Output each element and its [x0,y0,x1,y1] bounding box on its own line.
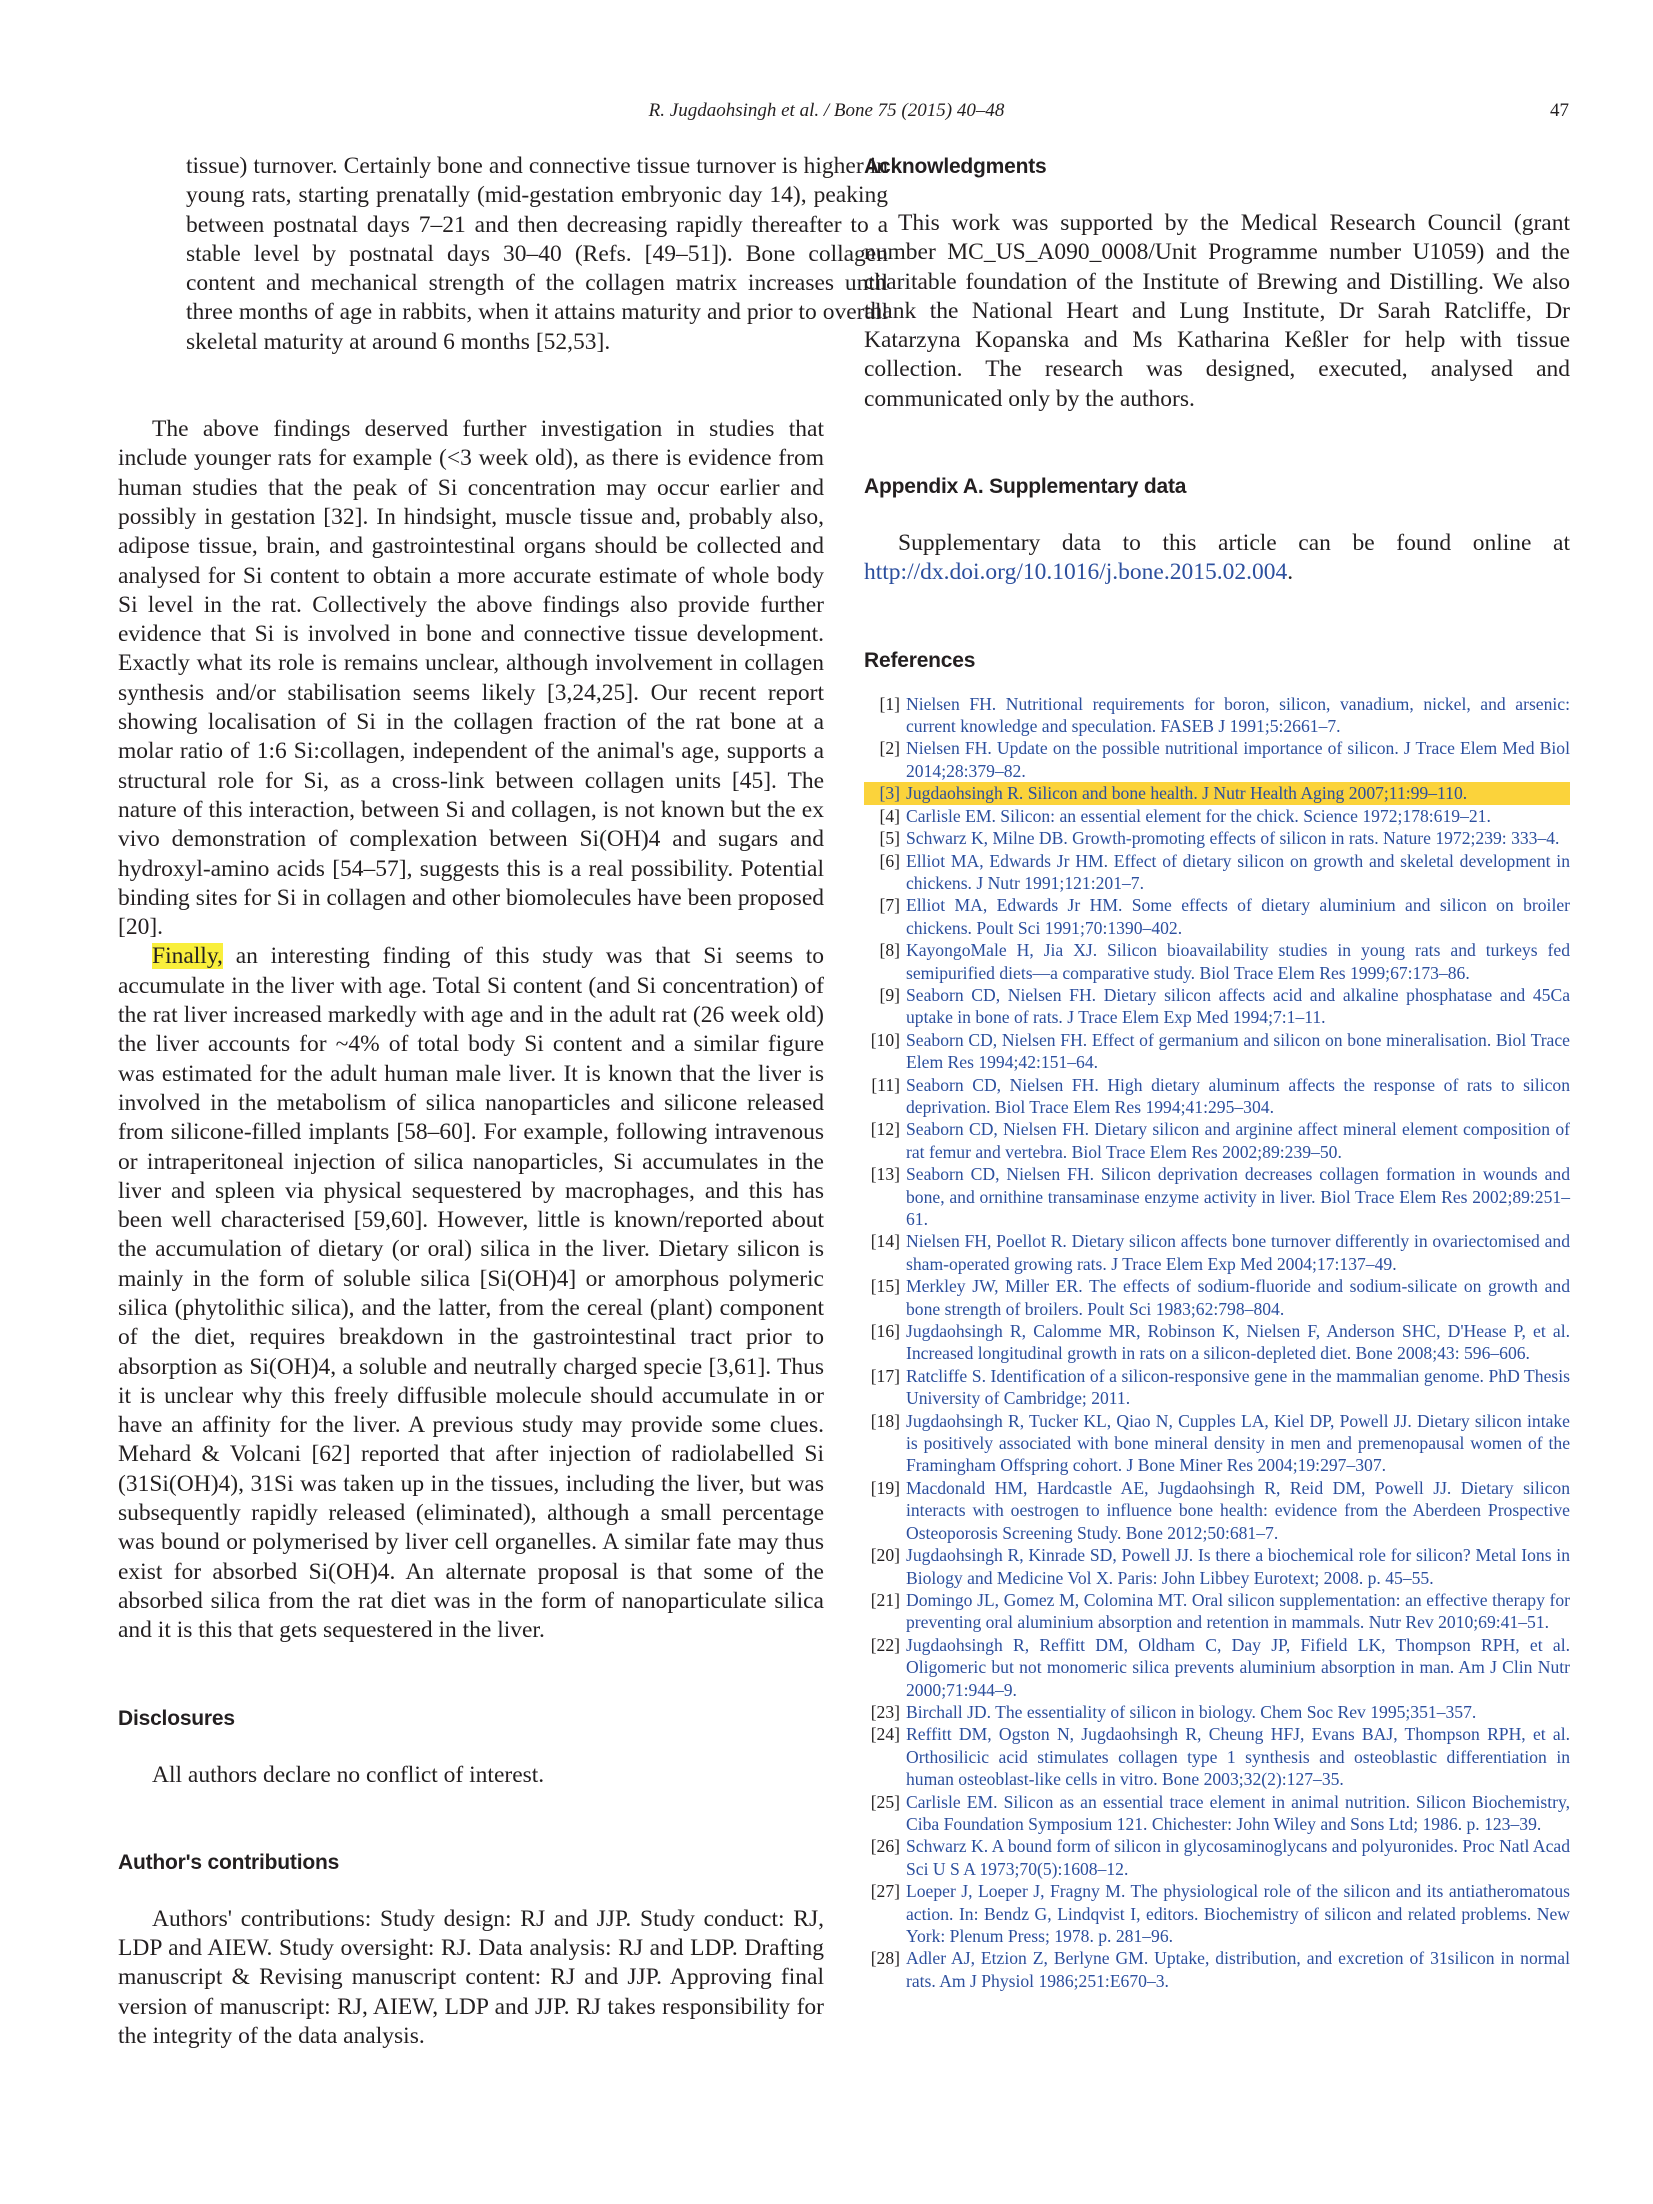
paragraph-liver-text: an interesting finding of this study was that Si seems to accumulate in the liver with age. Total Si content (and Si concentration) of the rat liver increased markedly with age and in the adult rat (26 week old) the liver accounts for ~4% of total body Si content and a similar figure was estimated for the adult human male liver. It is known that the liver is involved in the metabolism of silica nanoparticles and silicone released from silicone-filled implants [58–60]. For example, following intravenous or intraperitoneal injection of silica nanoparticles, Si accumulates in the liver and spleen via physical sequestered by macrophages, and this has been well characterised [59,60]. However, little is known/reported about the accumulation of dietary (or oral) silica in the liver. Dietary silicon is mainly in the form of soluble silica [Si(OH)4] or amorphous polymeric silica (phytolithic silica), and the latter, from the cereal (plant) component of the diet, requires breakdown in the gastrointestinal tract prior to absorption as Si(OH)4, a soluble and neutrally charged specie [3,61]. Thus it is unclear why this freely diffusible molecule should accumulate in or have an affinity for the liver. A previous study may provide some clues. Mehard & Volcani [62] reported that after injection of radiolabelled Si (31Si(OH)4), 31Si was taken up in the tissues, including the liver, but was subsequently rapidly released (eliminated), although a small percentage was bound or polymerised by liver cell organelles. A similar fate may thus exist for absorbed Si(OH)4. An alternate proposal is that some of the absorbed silica from the rat diet was in the form of nanoparticulate silica and it is this that gets sequestered in the liver. [118,943,824,1644]
supplementary-doi-link[interactable]: http://dx.doi.org/10.1016/j.bone.2015.02.004 [864,559,1288,586]
reference-number: [19] [870,1477,900,1498]
reference-number: [5] [879,828,900,849]
reference-number: [16] [870,1321,900,1342]
reference-item[interactable] [864,1835,1570,1880]
reference-text[interactable]: Seaborn CD, Nielsen FH. Dietary silicon and arginine affect mineral element composition of rat femur and vertebra. Biol Trace Elem Res 2002;89:239–50. [906,1119,1570,1162]
reference-number: [3] [864,782,906,804]
reference-text[interactable]: Seaborn CD, Nielsen FH. Effect of germanium and silicon on bone mineralisation. Biol Trace Elem Res 1994;42:151–64. [906,1029,1570,1073]
highlighted-text[interactable]: Finally, [152,943,223,970]
reference-number: [13] [870,1164,900,1185]
reference-number: [6] [879,850,900,871]
reference-text[interactable]: Seaborn CD, Nielsen FH. High dietary aluminum affects the response of rats to silicon deprivation. Biol Trace Elem Res 1994;41:295–304. [906,1074,1570,1117]
reference-number: [1] [879,693,900,714]
reference-text[interactable]: Birchall JD. The essentiality of silicon in biology. Chem Soc Rev 1995;351–357. [906,1701,1477,1722]
reference-number: [18] [870,1410,900,1431]
reference-text[interactable]: Nielsen FH, Poellot R. Dietary silicon affects bone turnover differently in ovariectomised and sham-operated growing rats. J Trace Elem Exp Med 2004;17:137–49. [906,1231,1570,1274]
reference-number: [25] [870,1791,900,1812]
disclosures-text: All authors declare no conflict of interest. [152,1761,545,1788]
reference-item[interactable] [864,894,1570,939]
contributions-heading: Author's contributions [118,1850,340,1874]
paragraph-further-investigation: The above findings deserved further investigation in studies that include younger rats for example (<3 week old), as there is evidence from human studies that the peak of Si concentration may occur earlier and possibly in gestation [32]. In hindsight, muscle tissue and, probably also, adipose tissue, brain, and gastrointestinal organs should be collected and analysed for Si content to obtain a more accurate estimate of whole body Si level in the rat. Collectively the above findings also provide further evidence that Si is involved in bone and connective tissue development. Exactly what its role is remains unclear, although involvement in collagen synthesis and/or stabilisation seems likely [3,24,25]. Our recent report showing localisation of Si in the collagen fraction of the rat bone at a molar ratio of 1:6 Si:collagen, independent of the animal's age, supports a structural role for Si, as a cross-link between collagen units [45]. The nature of this interaction, between Si and collagen, is not known but the ex vivo demonstration of complexation between Si(OH)4 and sugars and hydroxyl-amino acids [54–57], suggests this is a real possibility. Potential binding sites for Si in collagen and other biomolecules have been proposed [20]. [118,416,824,941]
reference-text[interactable]: Nielsen FH. Update on the possible nutritional importance of silicon. J Trace Elem Med Biol 2014;28:379–82. [906,738,1570,781]
reference-number: [21] [870,1589,900,1610]
reference-item[interactable] [864,1589,1570,1634]
reference-item[interactable] [864,939,1570,984]
reference-item[interactable] [864,1723,1570,1790]
reference-text[interactable]: Schwarz K, Milne DB. Growth-promoting effects of silicon in rats. Nature 1972;239: 333–4. [906,828,1560,849]
reference-item[interactable] [864,1230,1570,1275]
reference-list [864,693,1570,1993]
reference-text[interactable]: Carlisle EM. Silicon as an essential trace element in animal nutrition. Silicon Biochemistry, Ciba Foundation Symposium 121. Chichester: John Wiley and Sons Ltd; 1986. p. 123–39. [906,1791,1570,1834]
reference-number: [7] [879,895,900,916]
reference-number: [20] [870,1545,900,1566]
reference-number: [10] [870,1029,900,1050]
reference-item[interactable] [864,1880,1570,1947]
reference-number: [28] [870,1948,900,1969]
reference-number: [23] [870,1701,900,1722]
appendix-heading: Appendix A. Supplementary data [864,475,1187,499]
reference-number: [15] [870,1276,900,1297]
reference-number: [9] [879,984,900,1005]
reference-text[interactable]: Reffitt DM, Ogston N, Jugdaohsingh R, Cheung HFJ, Evans BAJ, Thompson RPH, et al. Orthosilicic acid stimulates collagen type 1 synthesis and osteoblastic differentiation in human osteoblast-like cells in vitro. Bone 2003;32(2):127–35. [906,1724,1570,1790]
acknowledgments-text: This work was supported by the Medical Research Council (grant number MC_US_A090_0008/Unit Programme number U1059) and the charitable foundation of the Institute of Brewing and Distilling. We also thank the National Heart and Lung Institute, Dr Sarah Ratcliffe, Dr Katarzyna Kopanska and Ms Katharina Keßler for help with tissue collection. The research was designed, executed, analysed and communicated only by the authors. [864,210,1570,412]
reference-text[interactable]: Carlisle EM. Silicon: an essential element for the chick. Science 1972;178:619–21. [906,805,1491,826]
reference-item[interactable] [864,1163,1570,1230]
running-head: R. Jugdaohsingh et al. / Bone 75 (2015) 40–48 [648,100,1005,121]
paragraph-liver-accumulation [118,942,824,1645]
reference-item[interactable] [864,693,1570,738]
reference-number: [22] [870,1634,900,1655]
page-header [0,100,1653,130]
reference-number: [17] [870,1365,900,1386]
reference-number: [27] [870,1881,900,1902]
reference-number: [24] [870,1724,900,1745]
appendix-text: Supplementary data to this article can be found online at http://dx.doi.org/10.1016/j.bone.2015.02.004. [864,530,1570,586]
reference-text[interactable]: Jugdaohsingh R, Calomme MR, Robinson K, Nielsen F, Anderson SHC, D'Hease P, et al. Increased longitudinal growth in rats on a silicon-depleted diet. Bone 2008;43: 596–606. [906,1321,1570,1364]
reference-item[interactable] [864,1320,1570,1365]
reference-number: [4] [879,805,900,826]
reference-item[interactable] [864,984,1570,1029]
reference-text[interactable]: Domingo JL, Gomez M, Colomina MT. Oral silicon supplementation: an effective therapy for preventing oral aluminium absorption and retention in mammals. Nutr Rev 2010;69:41–51. [906,1589,1570,1633]
reference-text[interactable]: Ratcliffe S. Identification of a silicon-responsive gene in the mammalian genome. PhD Thesis University of Cambridge; 2011. [906,1365,1570,1409]
reference-text[interactable]: Elliot MA, Edwards Jr HM. Effect of dietary silicon on growth and skeletal development in chickens. J Nutr 1991;121:201–7. [906,850,1570,893]
reference-text[interactable]: Jugdaohsingh R. Silicon and bone health. J Nutr Health Aging 2007;11:99–110. [906,782,1570,804]
page-number: 47 [1550,100,1569,121]
reference-text[interactable]: KayongoMale H, Jia XJ. Silicon bioavailability studies in young rats and turkeys fed semipurified diets—a comparative study. Biol Trace Elem Res 1999;67:173–86. [906,940,1570,983]
reference-item[interactable] [864,1074,1570,1119]
reference-number: [11] [871,1074,900,1095]
references-heading: References [864,648,976,672]
reference-item[interactable] [864,1947,1570,1992]
reference-text[interactable]: Macdonald HM, Hardcastle AE, Jugdaohsingh R, Reid DM, Powell JJ. Dietary silicon interacts with oestrogen to influence bone health: evidence from the Aberdeen Prospective Osteoporosis Screening Study. Bone 2012;50:681–7. [906,1477,1570,1543]
reference-text[interactable]: Jugdaohsingh R, Tucker KL, Qiao N, Cupples LA, Kiel DP, Powell JJ. Dietary silicon intake is positively associated with bone mineral density in men and premenopausal women of the Framingham Offspring cohort. J Bone Miner Res 2004;19:297–307. [906,1410,1570,1476]
reference-text[interactable]: Schwarz K. A bound form of silicon in glycosaminoglycans and polyuronides. Proc Natl Acad Sci U S A 1973;70(5):1608–12. [906,1836,1570,1879]
reference-number: [2] [879,738,900,759]
reference-item[interactable] [864,827,1570,849]
reference-text[interactable]: Jugdaohsingh R, Reffitt DM, Oldham C, Day JP, Fifield LK, Thompson RPH, et al. Oligomeric but not monomeric silica prevents aluminium absorption in man. Am J Clin Nutr 2000;71:944–9. [906,1634,1570,1700]
reference-item[interactable] [864,1477,1570,1544]
reference-item[interactable] [864,1410,1570,1477]
reference-number: [26] [870,1836,900,1857]
right-column [864,152,1570,1992]
reference-item[interactable] [864,782,1570,804]
reference-text[interactable]: Elliot MA, Edwards Jr HM. Some effects of dietary aluminium and silicon on broiler chickens. Poult Sci 1991;70:1390–402. [906,895,1570,938]
reference-item[interactable] [864,1701,1570,1723]
reference-number: [8] [879,940,900,961]
reference-text[interactable]: Jugdaohsingh R, Kinrade SD, Powell JJ. Is there a biochemical role for silicon? Metal Ions in Biology and Medicine Vol X. Paris: John Libbey Eurotext; 2008. p. 45–55. [906,1545,1570,1588]
reference-text[interactable]: Adler AJ, Etzion Z, Berlyne GM. Uptake, distribution, and excretion of 31silicon in normal rats. Am J Physiol 1986;251:E670–3. [906,1948,1570,1991]
contributions-text: Authors' contributions: Study design: RJ and JJP. Study conduct: RJ, LDP and AIEW. Study oversight: RJ. Data analysis: RJ and LDP. Drafting manuscript & Revising manuscript content: RJ and JJP. Approving final version of manuscript: RJ, AIEW, LDP and JJP. RJ takes responsibility for the integrity of the data analysis. [118,1905,824,2050]
reference-item[interactable] [864,1275,1570,1320]
reference-text[interactable]: Seaborn CD, Nielsen FH. Silicon deprivation decreases collagen formation in wounds and bone, and ornithine transaminase enzyme activity in liver. Biol Trace Elem Res 2002;89:251–61. [906,1164,1570,1230]
reference-item[interactable] [864,1118,1570,1163]
reference-item[interactable] [864,1634,1570,1701]
acknowledgments-heading: Acknowledgments [864,155,1047,178]
reference-item[interactable] [864,1544,1570,1589]
reference-number: [12] [870,1119,900,1140]
reference-item[interactable] [864,1365,1570,1410]
reference-text[interactable]: Merkley JW, Miller ER. The effects of sodium-fluoride and sodium-silicate on growth and bone strength of broilers. Poult Sci 1983;62:798–804. [906,1276,1570,1319]
reference-item[interactable] [864,850,1570,895]
reference-item[interactable] [864,737,1570,782]
reference-item[interactable] [864,1029,1570,1074]
reference-text[interactable]: Nielsen FH. Nutritional requirements for boron, silicon, vanadium, nickel, and arsenic: current knowledge and speculation. FASEB J 1991;5:2661–7. [906,693,1570,737]
reference-number: [14] [870,1231,900,1252]
reference-text[interactable]: Loeper J, Loeper J, Fragny M. The physiological role of the silicon and its antiatheromatous action. In: Bendz G, Lindqvist I, editors. Biochemistry of silicon and related problems. New York: Plenum Press; 1978. p. 281–96. [906,1881,1570,1947]
reference-item[interactable] [864,1791,1570,1836]
paragraph-tissue-turnover: tissue) turnover. Certainly bone and connective tissue turnover is higher in young rats, starting prenatally (mid-gestation embryonic day 14), peaking between postnatal days 7–21 and then decreasing rapidly thereafter to a stable level by postnatal days 30–40 (Refs. [49–51]). Bone collagen content and mechanical strength of the collagen matrix increases until three months of age in rabbits, when it attains maturity and prior to overall skeletal maturity at around 6 months [52,53]. [186,153,888,355]
reference-text[interactable]: Seaborn CD, Nielsen FH. Dietary silicon affects acid and alkaline phosphatase and 45Ca uptake in bone of rats. J Trace Elem Exp Med 1994;7:1–11. [906,984,1570,1028]
reference-item[interactable] [864,805,1570,827]
disclosures-heading: Disclosures [118,1706,235,1730]
